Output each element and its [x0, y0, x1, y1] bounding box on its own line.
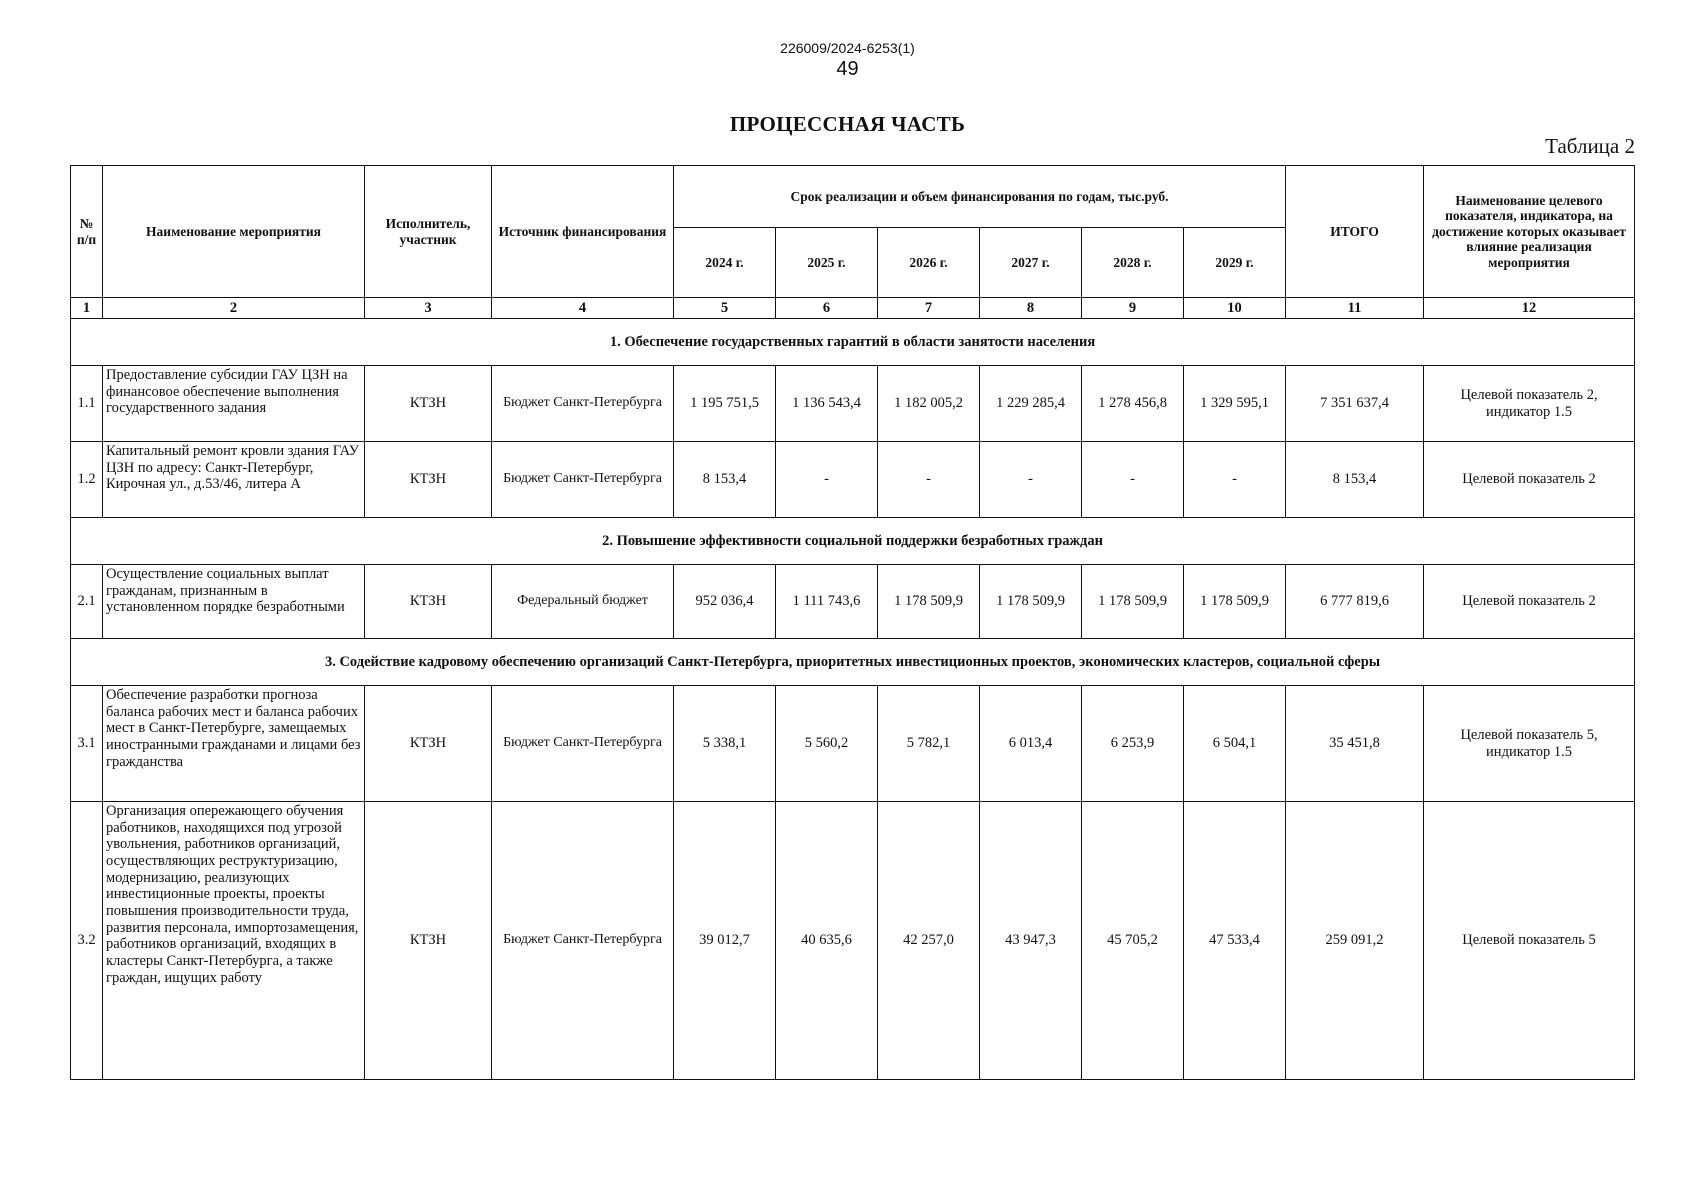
col-header-year: 2029 г.	[1184, 228, 1286, 298]
col-header-total: ИТОГО	[1286, 166, 1424, 298]
total-value: 35 451,8	[1286, 686, 1424, 802]
column-number: 11	[1286, 298, 1424, 319]
document-id: 226009/2024-6253(1)	[780, 40, 915, 56]
col-header-period: Срок реализации и объем финансирования по годам, тыс.руб.	[674, 166, 1286, 228]
column-number: 9	[1082, 298, 1184, 319]
row-number: 3.2	[71, 802, 103, 1080]
year-value: 43 947,3	[980, 802, 1082, 1080]
table-row	[71, 442, 1635, 518]
indicator-cell: Целевой показатель 2, индикатор 1.5	[1424, 366, 1635, 442]
section-title: 2. Повышение эффективности социальной поддержки безработных граждан	[71, 518, 1635, 565]
col-header-year: 2027 г.	[980, 228, 1082, 298]
year-value: 1 178 509,9	[878, 565, 980, 639]
col-header-name: Наименование мероприятия	[103, 166, 365, 298]
column-number: 1	[71, 298, 103, 319]
col-header-year: 2028 г.	[1082, 228, 1184, 298]
activity-name: Обеспечение разработки прогноза баланса рабочих мест и баланса рабочих мест в Санкт-Петербурге, замещаемых иностранными гражданами и лицами без гражданства	[103, 686, 365, 802]
indicator-cell: Целевой показатель 5, индикатор 1.5	[1424, 686, 1635, 802]
total-value: 6 777 819,6	[1286, 565, 1424, 639]
year-value: 39 012,7	[674, 802, 776, 1080]
funding-source: Бюджет Санкт-Петербурга	[492, 442, 674, 518]
year-value: 1 278 456,8	[1082, 366, 1184, 442]
year-value: 6 253,9	[1082, 686, 1184, 802]
indicator-cell: Целевой показатель 2	[1424, 565, 1635, 639]
year-value: 1 329 595,1	[1184, 366, 1286, 442]
process-table	[70, 165, 1635, 1080]
activity-name: Организация опережающего обучения работников, находящихся под угрозой увольнения, работников организаций, осуществляющих реструктуризацию, модернизацию, реализующих инвестиционные проекты, проекты повышения производительности труда, развития персонала, импортозамещения, работников организаций, входящих в кластеры Санкт-Петербурга, а также граждан, ищущих работу	[103, 802, 365, 1080]
indicator-cell: Целевой показатель 2	[1424, 442, 1635, 518]
col-header-executor: Исполнитель, участник	[365, 166, 492, 298]
column-number: 12	[1424, 298, 1635, 319]
executor-cell: КТЗН	[365, 442, 492, 518]
year-value: 1 229 285,4	[980, 366, 1082, 442]
table-row	[71, 565, 1635, 639]
column-number: 2	[103, 298, 365, 319]
header-row-1	[71, 166, 1635, 228]
year-value: 1 182 005,2	[878, 366, 980, 442]
funding-source: Бюджет Санкт-Петербурга	[492, 802, 674, 1080]
executor-cell: КТЗН	[365, 565, 492, 639]
activity-name: Капитальный ремонт кровли здания ГАУ ЦЗН по адресу: Санкт-Петербург, Кирочная ул., д.53/46, литера А	[103, 442, 365, 518]
year-value: -	[980, 442, 1082, 518]
year-value: 5 560,2	[776, 686, 878, 802]
year-value: 952 036,4	[674, 565, 776, 639]
year-value: 5 782,1	[878, 686, 980, 802]
year-value: 42 257,0	[878, 802, 980, 1080]
year-value: 47 533,4	[1184, 802, 1286, 1080]
column-number: 6	[776, 298, 878, 319]
section-title: 3. Содействие кадровому обеспечению организаций Санкт-Петербурга, приоритетных инвестиционных проектов, экономических кластеров, социальной сферы	[71, 639, 1635, 686]
col-header-year: 2025 г.	[776, 228, 878, 298]
table-row	[71, 366, 1635, 442]
year-value: 1 111 743,6	[776, 565, 878, 639]
col-header-source: Источник финансирования	[492, 166, 674, 298]
year-value: 1 178 509,9	[1184, 565, 1286, 639]
funding-source: Бюджет Санкт-Петербурга	[492, 366, 674, 442]
indicator-cell: Целевой показатель 5	[1424, 802, 1635, 1080]
year-value: 1 136 543,4	[776, 366, 878, 442]
year-value: 1 178 509,9	[980, 565, 1082, 639]
row-number: 3.1	[71, 686, 103, 802]
column-number-row	[71, 298, 1635, 319]
table-row	[71, 686, 1635, 802]
col-header-indicator: Наименование целевого показателя, индикатора, на достижение которых оказывает влияние реализация мероприятия	[1424, 166, 1635, 298]
year-value: 6 504,1	[1184, 686, 1286, 802]
executor-cell: КТЗН	[365, 366, 492, 442]
activity-name: Предоставление субсидии ГАУ ЦЗН на финансовое обеспечение выполнения государственного задания	[103, 366, 365, 442]
column-number: 5	[674, 298, 776, 319]
section-row	[71, 319, 1635, 366]
col-header-year: 2026 г.	[878, 228, 980, 298]
section-title: 1. Обеспечение государственных гарантий в области занятости населения	[71, 319, 1635, 366]
year-value: 6 013,4	[980, 686, 1082, 802]
year-value: 40 635,6	[776, 802, 878, 1080]
funding-source: Бюджет Санкт-Петербурга	[492, 686, 674, 802]
year-value: -	[878, 442, 980, 518]
row-number: 2.1	[71, 565, 103, 639]
year-value: 1 195 751,5	[674, 366, 776, 442]
year-value: -	[776, 442, 878, 518]
executor-cell: КТЗН	[365, 686, 492, 802]
section-row	[71, 518, 1635, 565]
activity-name: Осуществление социальных выплат гражданам, признанным в установленном порядке безработными	[103, 565, 365, 639]
table-label: Таблица 2	[1545, 134, 1635, 158]
year-value: -	[1082, 442, 1184, 518]
executor-cell: КТЗН	[365, 802, 492, 1080]
total-value: 8 153,4	[1286, 442, 1424, 518]
page-number: 49	[836, 58, 859, 80]
total-value: 7 351 637,4	[1286, 366, 1424, 442]
year-value: -	[1184, 442, 1286, 518]
section-row	[71, 639, 1635, 686]
column-number: 8	[980, 298, 1082, 319]
year-value: 8 153,4	[674, 442, 776, 518]
row-number: 1.2	[71, 442, 103, 518]
page-title: ПРОЦЕССНАЯ ЧАСТЬ	[729, 112, 966, 136]
column-number: 7	[878, 298, 980, 319]
year-value: 1 178 509,9	[1082, 565, 1184, 639]
total-value: 259 091,2	[1286, 802, 1424, 1080]
row-number: 1.1	[71, 366, 103, 442]
table-row	[71, 802, 1635, 1080]
year-value: 5 338,1	[674, 686, 776, 802]
year-value: 45 705,2	[1082, 802, 1184, 1080]
col-header-num: № п/п	[71, 166, 103, 298]
column-number: 10	[1184, 298, 1286, 319]
column-number: 3	[365, 298, 492, 319]
funding-source: Федеральный бюджет	[492, 565, 674, 639]
column-number: 4	[492, 298, 674, 319]
col-header-year: 2024 г.	[674, 228, 776, 298]
